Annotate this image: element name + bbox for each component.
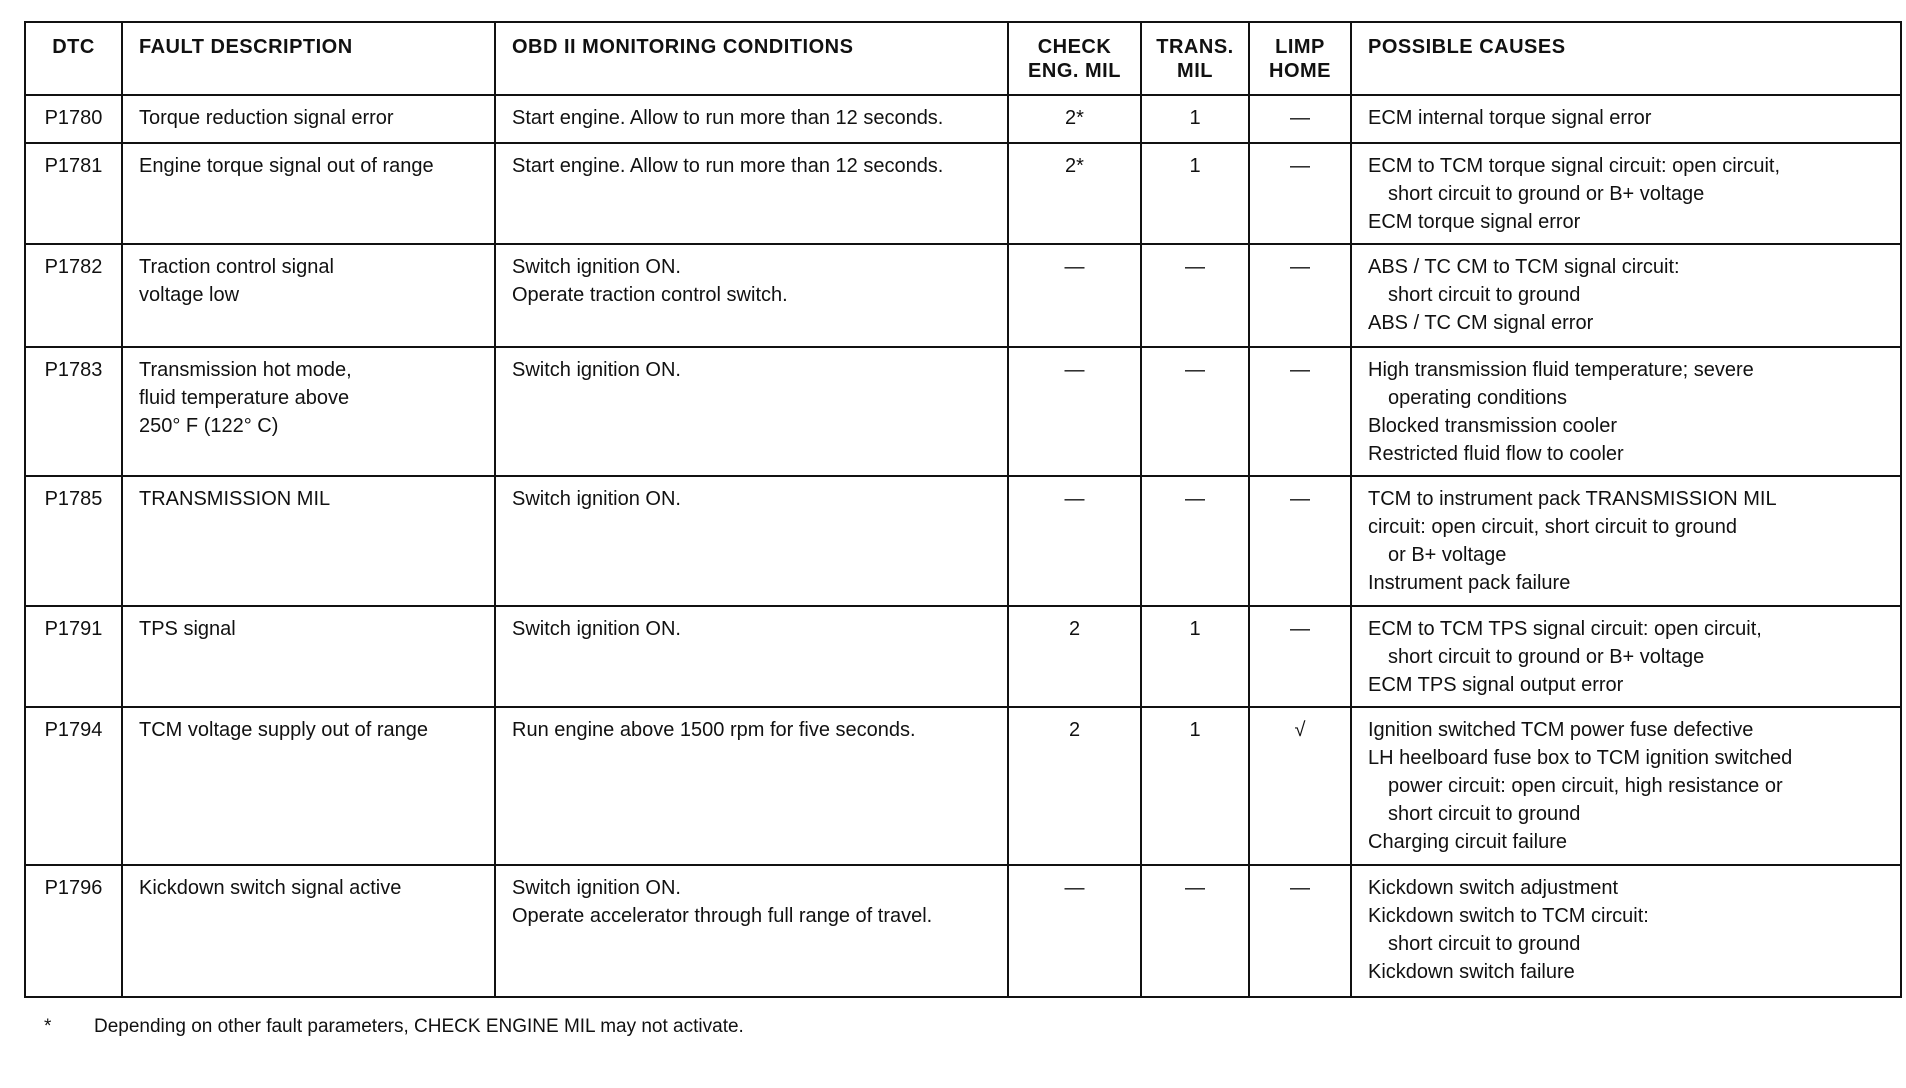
table-row [25,476,1901,606]
check-cell: — [1008,347,1141,476]
trans-cell: — [1141,476,1249,606]
cell-line: ECM internal torque signal error [1368,107,1652,129]
limp-cell: — [1249,476,1351,606]
header-dtc: DTC [25,22,122,95]
cell-line: LH heelboard fuse box to TCM ignition switched [1368,747,1793,769]
fault-description-cell [122,95,495,143]
obd-conditions-cell [495,347,1008,476]
cell-line: Start engine. Allow to run more than 12 seconds. [512,155,944,177]
obd-conditions-cell [495,143,1008,244]
footnote-mark: * [44,1016,52,1037]
cell-line: Kickdown switch adjustment [1368,877,1619,899]
cell-line: Operate accelerator through full range of travel. [512,905,933,927]
footnote [44,1016,744,1038]
table-row [25,244,1901,347]
limp-cell: √ [1249,707,1351,865]
dtc-cell: P1782 [25,244,122,347]
cell-line: short circuit to ground [1388,284,1581,306]
obd-conditions-cell [495,476,1008,606]
table-row [25,707,1901,865]
cell-line: Restricted fluid flow to cooler [1368,443,1624,465]
limp-cell: — [1249,143,1351,244]
limp-cell: — [1249,606,1351,707]
cell-line: short circuit to ground [1388,803,1581,825]
trans-cell: — [1141,244,1249,347]
dtc-cell: P1780 [25,95,122,143]
obd-conditions-cell [495,606,1008,707]
possible-causes-cell [1351,347,1901,476]
cell-line: Charging circuit failure [1368,831,1567,853]
check-cell: — [1008,244,1141,347]
cell-line: ECM TPS signal output error [1368,674,1624,696]
cell-line: Traction control signal [139,256,334,278]
cell-line: Torque reduction signal error [139,107,394,129]
possible-causes-cell [1351,707,1901,865]
check-cell: 2* [1008,95,1141,143]
trans-cell: 1 [1141,606,1249,707]
fault-description-cell [122,244,495,347]
cell-line: ECM to TCM TPS signal circuit: open circuit, [1368,618,1762,640]
dtc-cell: P1785 [25,476,122,606]
cell-line: Run engine above 1500 rpm for five seconds. [512,719,916,741]
table-row [25,143,1901,244]
check-cell: — [1008,476,1141,606]
limp-cell: — [1249,244,1351,347]
table-row [25,95,1901,143]
check-cell: 2* [1008,143,1141,244]
cell-line: power circuit: open circuit, high resistance or [1388,775,1783,797]
cell-line: Kickdown switch signal active [139,877,402,899]
dtc-cell: P1783 [25,347,122,476]
header-fault-description: FAULT DESCRIPTION [122,22,495,95]
check-cell: — [1008,865,1141,997]
obd-conditions-cell [495,707,1008,865]
cell-line: TCM voltage supply out of range [139,719,429,741]
dtc-cell: P1796 [25,865,122,997]
dtc-cell: P1791 [25,606,122,707]
check-cell: 2 [1008,707,1141,865]
fault-description-cell [122,707,495,865]
possible-causes-cell [1351,865,1901,997]
cell-line: ABS / TC CM signal error [1368,312,1594,334]
possible-causes-cell [1351,244,1901,347]
cell-line: short circuit to ground [1388,933,1581,955]
table-row [25,865,1901,997]
cell-line: ECM torque signal error [1368,211,1581,233]
cell-line: Instrument pack failure [1368,572,1571,594]
cell-line: voltage low [139,284,240,306]
footnote-text: Depending on other fault parameters, CHECK ENGINE MIL may not activate. [94,1016,744,1037]
header-row [25,22,1901,95]
cell-line: Transmission hot mode, [139,359,352,381]
trans-cell: — [1141,347,1249,476]
dtc-cell: P1781 [25,143,122,244]
fault-description-cell [122,606,495,707]
possible-causes-cell [1351,476,1901,606]
possible-causes-cell [1351,95,1901,143]
cell-line: or B+ voltage [1388,544,1507,566]
trans-cell: 1 [1141,707,1249,865]
fault-description-cell [122,476,495,606]
fault-description-cell [122,347,495,476]
cell-line: Blocked transmission cooler [1368,415,1617,437]
obd-conditions-cell [495,244,1008,347]
cell-line: Engine torque signal out of range [139,155,434,177]
header-check-eng-mil: CHECK ENG. MIL [1008,22,1141,95]
cell-line: Switch ignition ON. [512,877,681,899]
trans-cell: 1 [1141,143,1249,244]
cell-line: ABS / TC CM to TCM signal circuit: [1368,256,1680,278]
fault-description-cell [122,865,495,997]
cell-line: short circuit to ground or B+ voltage [1388,646,1705,668]
table-row [25,606,1901,707]
limp-cell: — [1249,95,1351,143]
header-possible-causes: POSSIBLE CAUSES [1351,22,1901,95]
cell-line: High transmission fluid temperature; severe [1368,359,1754,381]
cell-line: Switch ignition ON. [512,359,681,381]
table-row [25,347,1901,476]
cell-line: Kickdown switch to TCM circuit: [1368,905,1649,927]
cell-line: fluid temperature above [139,387,350,409]
cell-line: Ignition switched TCM power fuse defective [1368,719,1754,741]
cell-line: Switch ignition ON. [512,618,681,640]
cell-line: 250° F (122° C) [139,415,279,437]
cell-line: Kickdown switch failure [1368,961,1575,983]
cell-line: Operate traction control switch. [512,284,788,306]
obd-conditions-cell [495,95,1008,143]
obd-conditions-cell [495,865,1008,997]
header-obd-conditions: OBD II MONITORING CONDITIONS [495,22,1008,95]
trans-cell: — [1141,865,1249,997]
fault-description-cell [122,143,495,244]
check-cell: 2 [1008,606,1141,707]
cell-line: TCM to instrument pack TRANSMISSION MIL [1368,488,1777,510]
dtc-cell: P1794 [25,707,122,865]
header-trans-mil: TRANS. MIL [1141,22,1249,95]
limp-cell: — [1249,347,1351,476]
dtc-table [24,21,1902,998]
cell-line: ECM to TCM torque signal circuit: open circuit, [1368,155,1781,177]
cell-line: TPS signal [139,618,236,640]
cell-line: operating conditions [1388,387,1568,409]
cell-line: circuit: open circuit, short circuit to ground [1368,516,1738,538]
cell-line: TRANSMISSION MIL [139,488,331,510]
possible-causes-cell [1351,606,1901,707]
cell-line: Switch ignition ON. [512,488,681,510]
cell-line: short circuit to ground or B+ voltage [1388,183,1705,205]
cell-line: Switch ignition ON. [512,256,681,278]
possible-causes-cell [1351,143,1901,244]
trans-cell: 1 [1141,95,1249,143]
header-limp-home: LIMP HOME [1249,22,1351,95]
limp-cell: — [1249,865,1351,997]
cell-line: Start engine. Allow to run more than 12 seconds. [512,107,944,129]
